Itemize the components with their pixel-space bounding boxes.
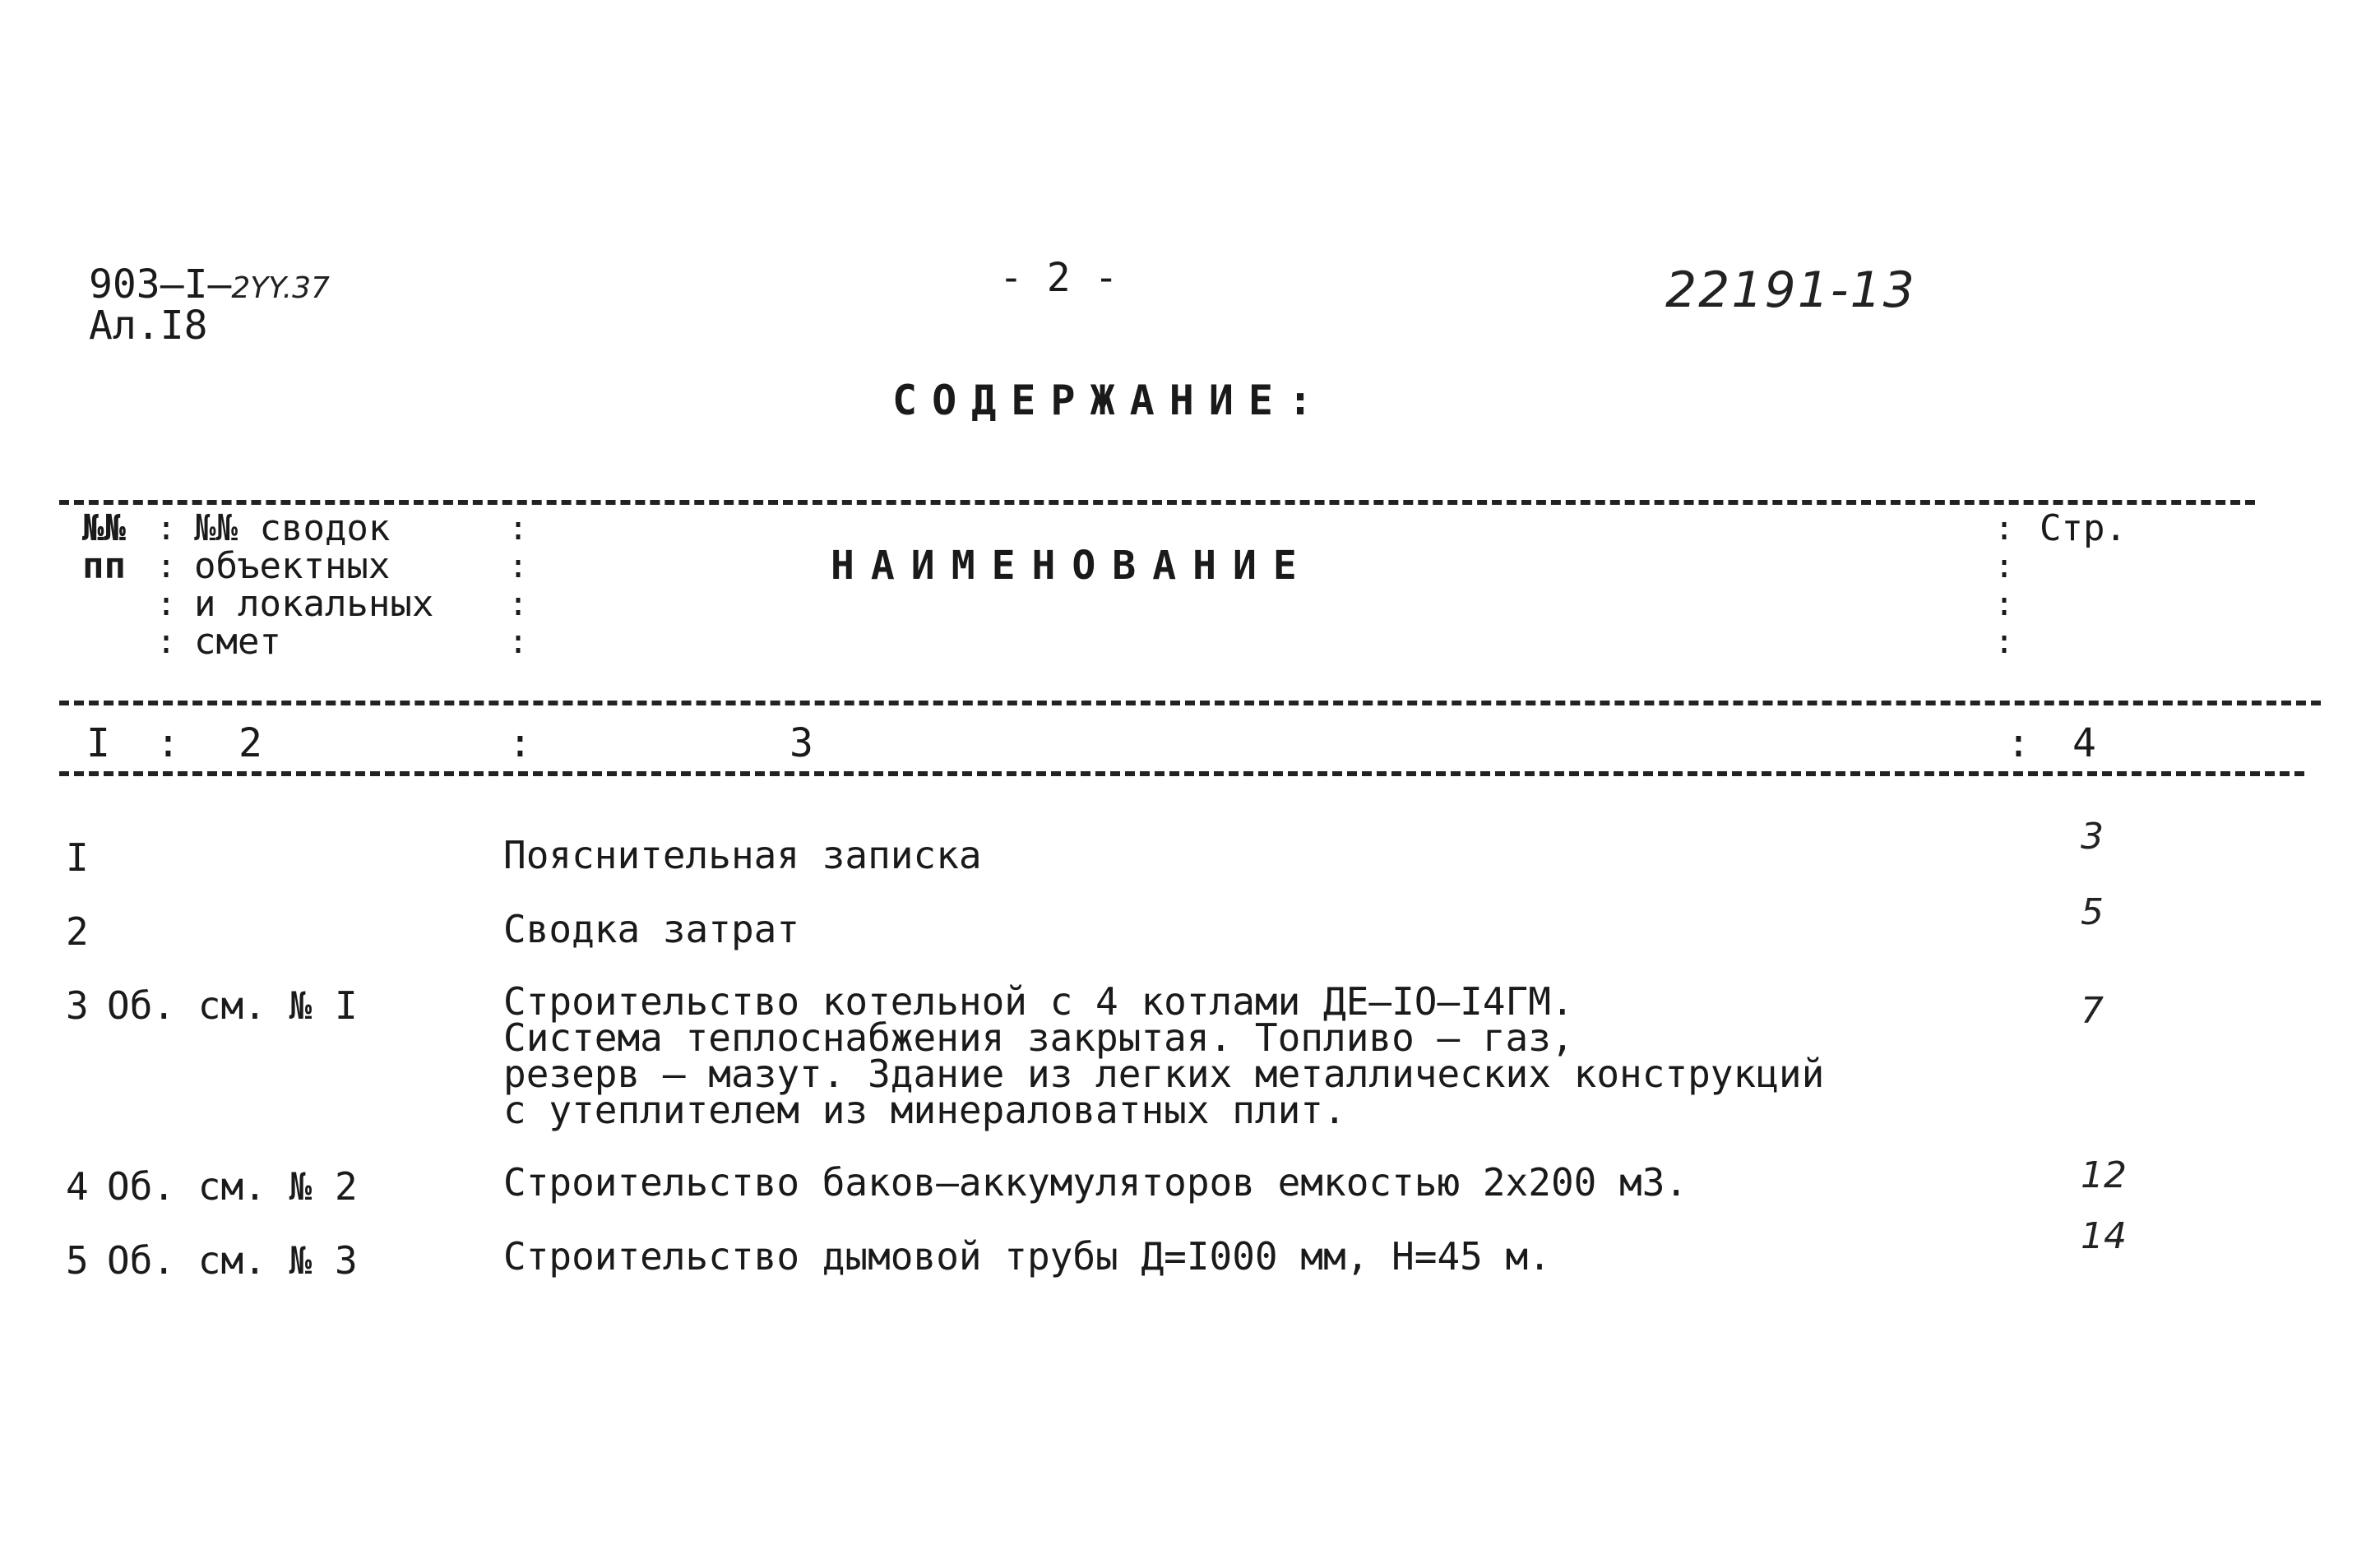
sheet-number: Ал.I8 (89, 303, 208, 349)
row-1-name (503, 833, 982, 877)
row-3-name-line-3: резерв – мазут. Здание из легких металлических конструкций (503, 1052, 1825, 1096)
table-header-rule (59, 701, 2321, 705)
row-5-page: 14 (2081, 1215, 2127, 1257)
page-mark: - 2 - (999, 255, 1118, 301)
header-col4: Стр. (2040, 507, 2127, 549)
row-3-reference: Об. см. № I (107, 983, 358, 1028)
row-5-name-line: Строительство дымовой трубы Д=I000 мм, Н=45 м. (503, 1234, 1551, 1279)
row-1-number: I (66, 835, 89, 880)
row-5-number: 5 (66, 1238, 89, 1283)
header-separator-2: : : : : (508, 510, 529, 661)
document-code-printed: 903–I– (89, 261, 232, 308)
header-col2-line4: смет (194, 621, 281, 663)
column-number-2: 2 (238, 720, 262, 766)
row-1-name-line: Пояснительная записка (503, 833, 982, 877)
row-5-reference: Об. см. № 3 (107, 1238, 358, 1283)
column-number-rule (59, 771, 2304, 776)
column-number-separator: : (2007, 720, 2030, 766)
header-col1-line1: №№ (82, 507, 126, 549)
row-5-name (503, 1234, 1551, 1279)
row-4-number: 4 (66, 1164, 89, 1209)
row-2-number: 2 (66, 909, 89, 954)
header-col2-line3: и локальных (194, 583, 434, 625)
row-3-name-line-4: с утеплителем из минераловатных плит. (503, 1088, 1346, 1132)
header-col1-line2: пп (82, 545, 126, 587)
header-col3: НАИМЕНОВАНИЕ (831, 543, 1313, 589)
row-2-name (503, 907, 800, 951)
header-separator-3: : : : : (1994, 510, 2015, 661)
row-2-page: 5 (2081, 891, 2104, 933)
row-4-name-line: Строительство баков–аккумуляторов емкостью 2х200 м3. (503, 1160, 1688, 1205)
header-col2 (194, 507, 434, 663)
column-number-separator: : (508, 720, 532, 766)
registration-number: 22191-13 (1665, 261, 1916, 319)
header-col2-line2: объектных (194, 545, 391, 587)
row-3-name-line-2: Система теплоснабжения закрытая. Топливо – газ, (503, 1015, 1574, 1060)
table-top-rule (59, 500, 2255, 505)
header-col1 (82, 507, 126, 587)
row-4-reference: Об. см. № 2 (107, 1164, 358, 1209)
column-number-4: 4 (2072, 720, 2096, 766)
row-2-name-line: Сводка затрат (503, 907, 800, 951)
header-separator-1: : : : : (156, 510, 177, 661)
row-3-page: 7 (2081, 990, 2104, 1032)
column-number-1: I (86, 720, 110, 766)
row-3-number: 3 (66, 983, 89, 1028)
row-3-name (503, 979, 1825, 1132)
document-code-handwritten: 2YY.37 (231, 271, 330, 305)
row-1-page: 3 (2081, 816, 2104, 858)
row-4-page: 12 (2081, 1154, 2127, 1196)
column-number-separator: : (156, 720, 180, 766)
page-title: СОДЕРЖАНИЕ: (892, 377, 1328, 424)
header-col2-line1: №№ сводок (194, 507, 391, 549)
row-3-name-line-1: Строительство котельной с 4 котлами ДЕ–IO–I4ГМ. (503, 979, 1574, 1024)
row-4-name (503, 1160, 1688, 1205)
column-number-3: 3 (789, 720, 813, 766)
